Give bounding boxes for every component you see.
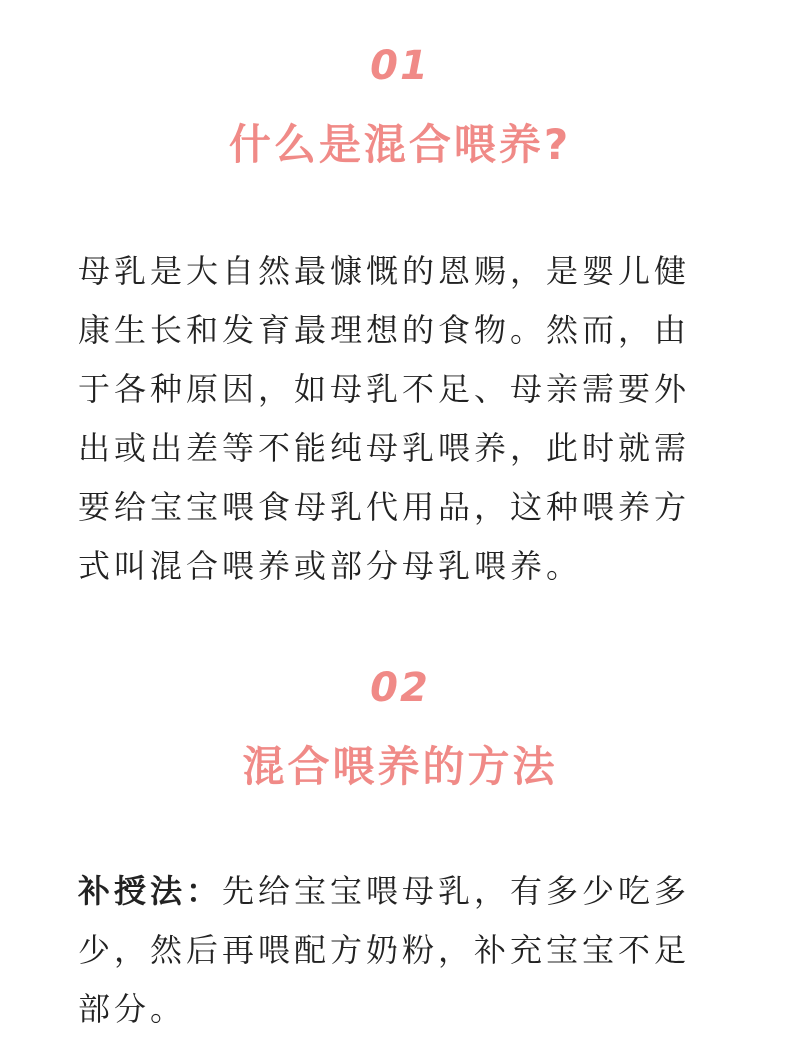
section-1-paragraph bbox=[78, 242, 728, 596]
section-title-mixed-feeding-methods: 混合喂养的方法 bbox=[242, 742, 558, 791]
method-label: 补授法： bbox=[78, 872, 223, 910]
paragraph-line: 康生长和发育最理想的食物。然而，由 bbox=[78, 311, 691, 349]
paragraph-line-first bbox=[78, 862, 728, 921]
paragraph-line: 母乳是大自然最慷慨的恩赐，是婴儿健 bbox=[78, 252, 691, 290]
section-number-02: 02 bbox=[370, 665, 430, 711]
paragraph-line-text: 先给宝宝喂母乳，有多少吃多 bbox=[222, 872, 691, 910]
paragraph-line: 出或出差等不能纯母乳喂养，此时就需 bbox=[78, 429, 691, 467]
paragraph-line: 少，然后再喂配方奶粉，补充宝宝不足 bbox=[78, 931, 691, 969]
section-2-paragraph bbox=[78, 862, 728, 1039]
section-number-01: 01 bbox=[370, 43, 430, 89]
section-title-what-is-mixed-feeding: 什么是混合喂养? bbox=[228, 120, 572, 169]
paragraph-line: 部分。 bbox=[78, 990, 187, 1028]
paragraph-line: 于各种原因，如母乳不足、母亲需要外 bbox=[78, 370, 691, 408]
paragraph-line: 要给宝宝喂食母乳代用品，这种喂养方 bbox=[78, 488, 691, 526]
paragraph-line: 式叫混合喂养或部分母乳喂养。 bbox=[78, 547, 583, 585]
